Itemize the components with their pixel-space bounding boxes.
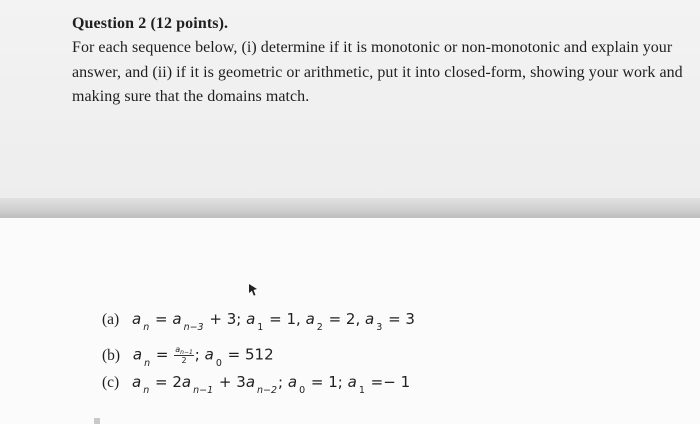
math-var: a [181, 373, 192, 391]
page-edge-mark [94, 418, 100, 424]
instruction-line: making sure that the domains match. [72, 88, 310, 105]
math-text: = 1, [269, 310, 301, 328]
math-sub: 0 [215, 357, 222, 369]
math-text: ; [194, 345, 200, 364]
math-sub: n−1 [193, 385, 214, 396]
math-sub: n [143, 385, 150, 396]
math-text: ; [278, 373, 284, 391]
math-text: = 2, [328, 310, 361, 328]
math-op: = [155, 345, 169, 364]
math-var: a [131, 373, 142, 391]
math-var: a [246, 310, 256, 328]
math-var: a [287, 373, 298, 391]
math-var: a [245, 373, 256, 391]
instruction-line: For each sequence below, (i) determine if it is monotonic or non-monotonic and explain your [72, 39, 673, 56]
problem-a [102, 310, 415, 332]
math-text: + 3 [218, 373, 246, 391]
math-sub: n [144, 357, 151, 369]
question-title: Question 2 (12 points). [72, 15, 229, 32]
cursor-arrow-icon [247, 283, 259, 297]
math-text: + 3; [209, 310, 242, 328]
math-op: = [155, 373, 168, 391]
math-text: = 1; [310, 373, 343, 391]
math-sub: n−1 [180, 349, 193, 356]
problem-label: (b) [102, 346, 121, 364]
question-instructions [72, 36, 683, 110]
math-sub: n−2 [257, 385, 278, 396]
math-var: a [131, 310, 142, 328]
math-var: a [365, 310, 375, 328]
math-sub: 2 [316, 322, 323, 333]
math-fraction [174, 345, 194, 365]
fraction-numerator [174, 345, 194, 356]
math-text: = 3 [388, 310, 415, 328]
math-var: a [175, 345, 181, 354]
panel-divider [0, 198, 700, 218]
problem-label: (c) [102, 374, 120, 391]
fraction-denominator: 2 [181, 356, 187, 365]
math-var: a [347, 373, 357, 391]
problem-b [102, 345, 274, 367]
math-text: = 512 [227, 345, 274, 364]
math-text: 2 [172, 373, 182, 391]
question-panel [0, 0, 700, 198]
math-var: a [172, 310, 182, 328]
math-sub: 1 [257, 322, 264, 333]
math-sub: 1 [358, 385, 365, 396]
math-var: a [204, 345, 214, 364]
problem-c [102, 373, 410, 395]
math-sub: 3 [376, 322, 383, 333]
math-var: a [305, 310, 315, 328]
math-var: a [132, 345, 143, 364]
math-sub: 0 [299, 385, 306, 396]
math-sub: n−3 [183, 322, 204, 333]
math-sub: n [143, 322, 150, 333]
problem-label: (a) [102, 311, 120, 328]
math-text: =− 1 [370, 373, 411, 391]
instruction-line: answer, and (ii) if it is geometric or arithmetic, put it into closed-form, showing your work and [72, 63, 683, 81]
math-op: = [155, 310, 168, 328]
